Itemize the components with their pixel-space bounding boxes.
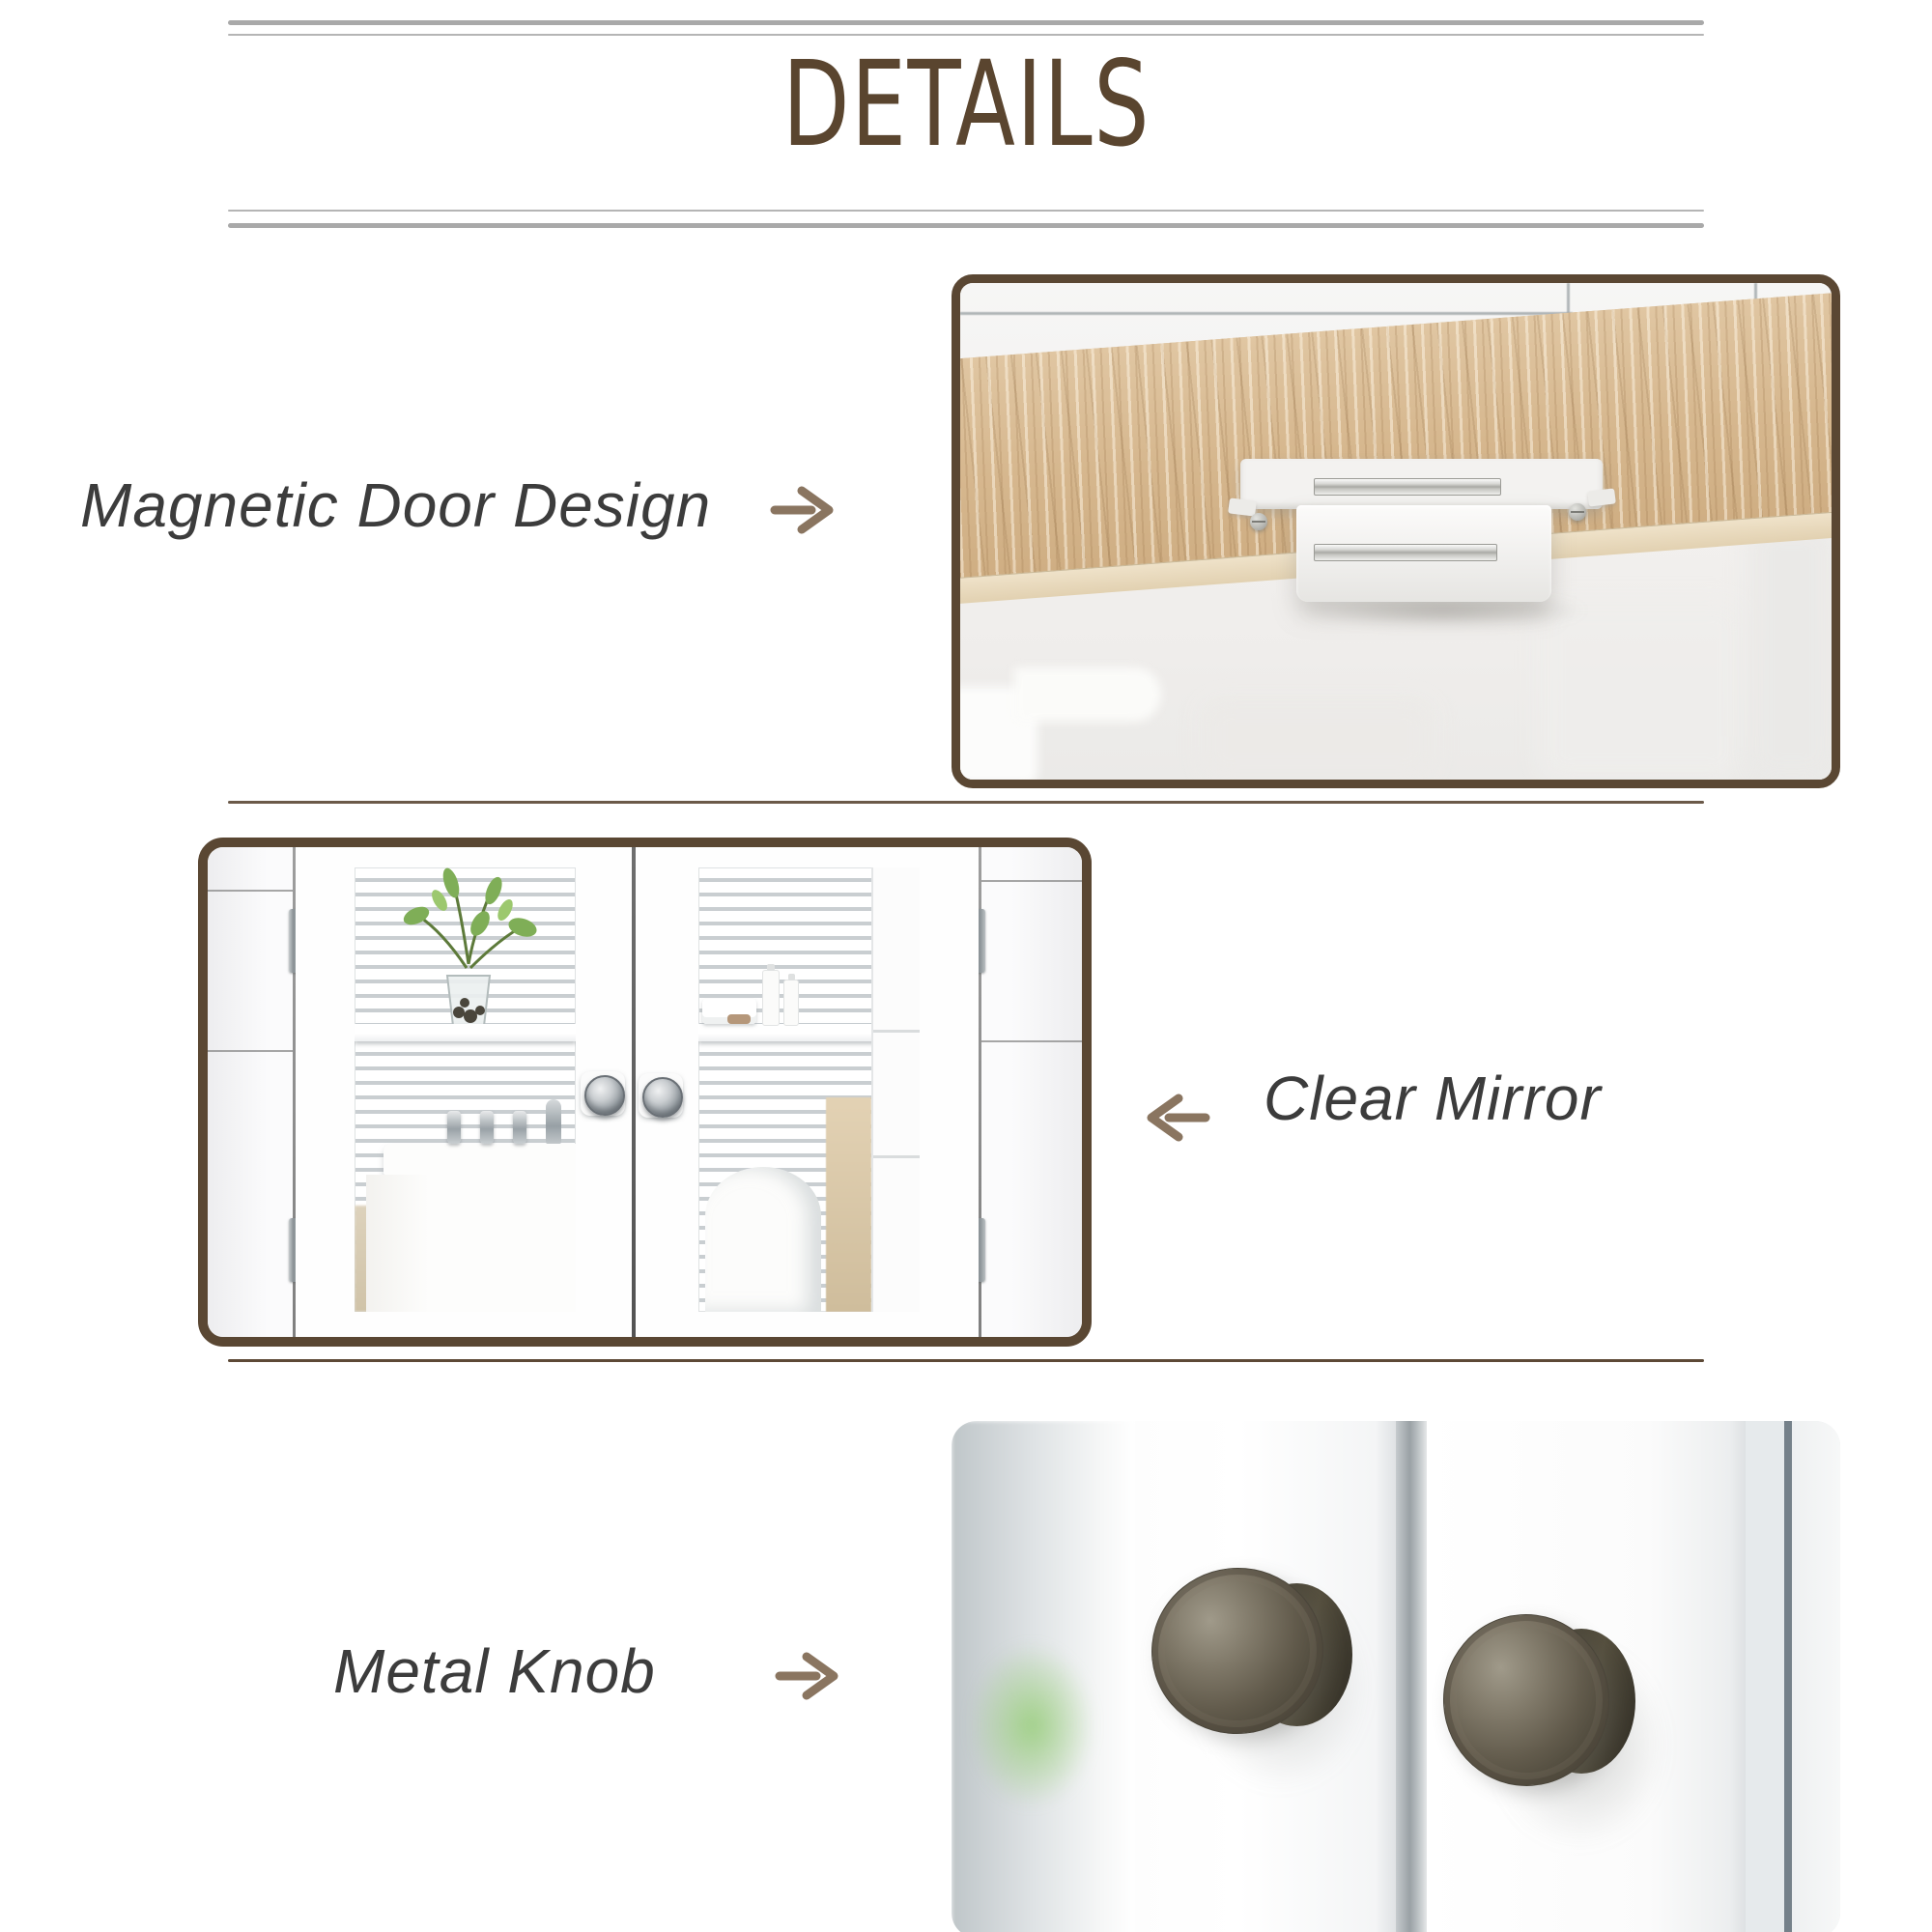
blur-blob [1748,525,1835,780]
cabinet-knob-right [642,1077,683,1118]
bathtub-body [366,1175,576,1312]
round-basin [705,1167,821,1312]
product-photo-magnetic-catch [952,274,1840,788]
catch-tab [1228,497,1257,516]
faucet-handle [513,1111,526,1144]
header-rule-top-thick [228,20,1704,25]
right-arrow-icon [770,1648,845,1704]
mirror-edge-line [1784,1421,1792,1932]
mirror-glass [1792,1421,1840,1932]
section-label: Metal Knob [333,1636,656,1706]
blur-blob [1202,698,1434,780]
cabinet-side-right [981,847,1082,1337]
mirror-strip [1746,1421,1840,1932]
tile-grout-line [960,312,1573,315]
mirror-panel-left [355,867,576,1312]
faucet-spout [546,1099,561,1144]
panel-joint-line [208,1050,293,1052]
cabinet-side-left [208,847,293,1337]
mirror-panel-right [698,867,920,1312]
cabinet-knob-left [584,1075,625,1116]
toiletry-bottle [762,970,780,1026]
shelf-unit-reflection [871,867,920,1312]
catch-tab [1587,488,1616,506]
section-divider [228,1359,1704,1362]
catch-metal-strip [1314,478,1501,496]
faucet-handle [480,1111,494,1144]
plant [355,867,576,1041]
door-gap [1396,1421,1427,1932]
product-photo-mirror-cabinet [198,838,1092,1347]
section-divider [228,801,1704,804]
screw [1250,513,1267,530]
section-label: Clear Mirror [1264,1064,1602,1133]
faucet-handle [447,1111,461,1144]
header-rule-bottom-thick [228,223,1704,228]
product-photo-metal-knobs [952,1421,1840,1932]
right-arrow-icon [765,482,840,538]
section-label: Magnetic Door Design [80,470,712,540]
panel-joint-line [981,880,1082,882]
left-arrow-icon [1140,1090,1215,1146]
wood-brush [727,1014,751,1024]
shelf-line [873,1155,920,1158]
green-plant-blur [969,1643,1094,1807]
soap-pump-spout [1014,668,1161,722]
mirror-shelf [355,1024,576,1041]
shelf-line [873,1030,920,1033]
page-title-wrap [0,36,1932,173]
header-rule-bottom-thin [228,210,1704,212]
catch-metal-strip [1314,544,1497,561]
blur-blob [1540,602,1743,780]
panel-joint-line [208,890,293,892]
page-title: DETAILS [781,36,1151,173]
toiletry-bottle [783,980,799,1026]
tan-wall-reflection [826,1097,871,1312]
screw [1569,503,1586,521]
bathtub-rim [384,1144,576,1175]
panel-joint-line [981,1040,1082,1042]
